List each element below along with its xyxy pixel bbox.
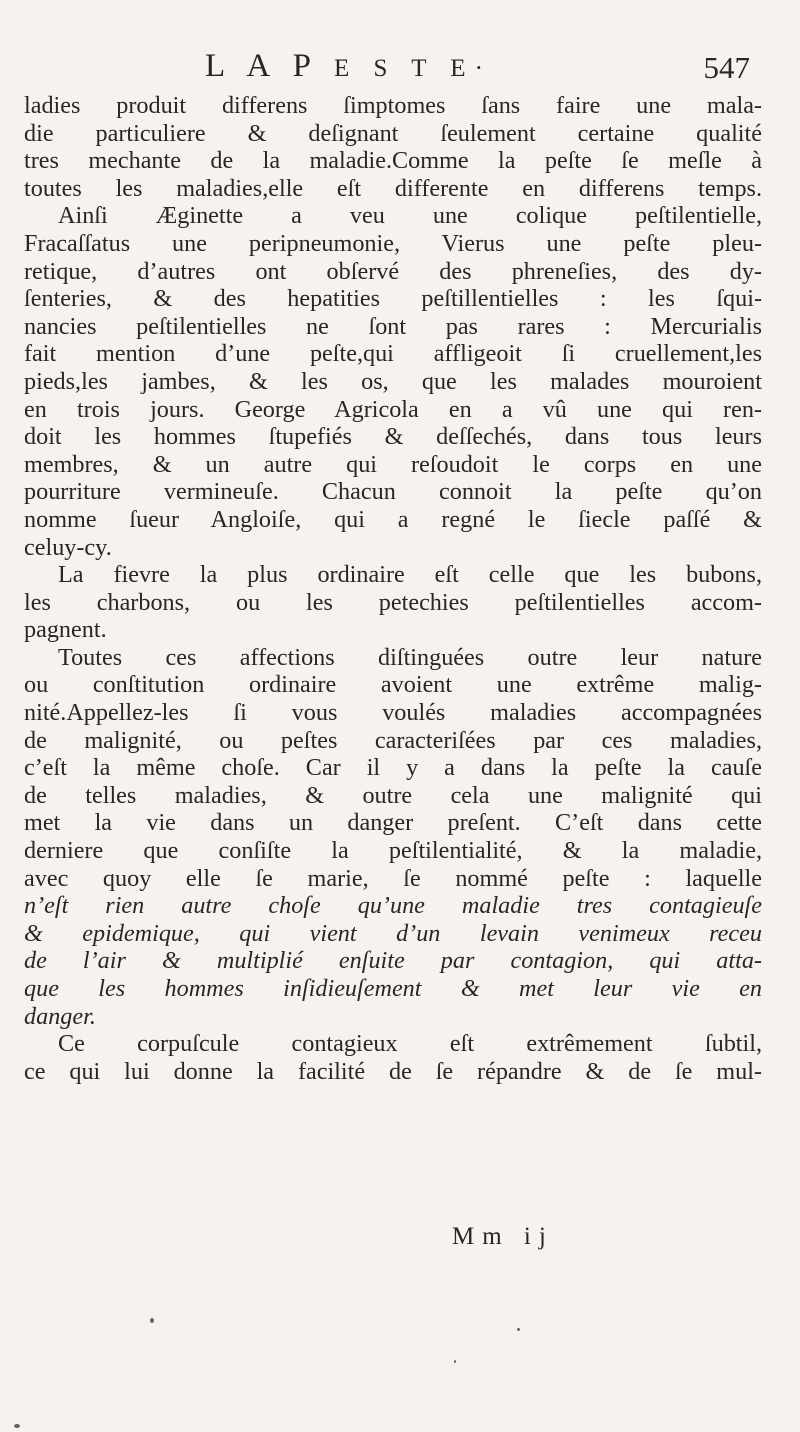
text-line: fait mention d’une peſte,qui affligeoit ſi cruellement,les [24, 340, 762, 368]
text-line: & epidemique, qui vient d’un levain venimeux receu [24, 919, 762, 947]
text-line: Ce corpuſcule contagieux eſt extrêmement ſubtil, [58, 1030, 762, 1058]
page-header [20, 44, 770, 92]
text-line: avec quoy elle ſe marie, ſe nommé peſte : laquelle [24, 864, 762, 892]
text-line: c’eſt la même choſe. Car il y a dans la peſte la cauſe [24, 754, 762, 782]
text-line: nomme ſueur Angloiſe, qui a regné le ſiecle paſſé & [24, 505, 762, 533]
text-line: les charbons, ou les petechies peſtilentielles accom- [24, 588, 762, 616]
text-line: ſenteries, & des hepatities peſtillentielles : les ſqui- [24, 285, 762, 313]
text-line: Toutes ces affections diſtinguées outre leur nature [58, 643, 762, 671]
text-line: pagnent. [24, 616, 107, 644]
text-line: retique, d’autres ont obſervé des phreneſies, des dy- [24, 257, 762, 285]
ink-speck [14, 1424, 20, 1428]
text-line: derniere que conſiſte la peſtilentialité, & la maladie, [24, 837, 762, 865]
text-line: toutes les maladies,elle eſt differente en differens temps. [24, 174, 762, 202]
text-line: met la vie dans un danger preſent. C’eſt dans cette [24, 809, 762, 837]
text-line: que les hommes inſidieuſement & met leur vie en [24, 975, 762, 1002]
text-line: de telles maladies, & outre cela une malignité qui [24, 781, 762, 809]
running-title [205, 48, 492, 85]
body-text [24, 92, 762, 1085]
text-line: die particuliere & deſignant ſeulement certaine qualité [24, 119, 762, 147]
running-title-part-2: E S T E· [334, 55, 492, 82]
text-line: tres mechante de la maladie.Comme la peſte ſe meſle à [24, 147, 762, 175]
text-line: nancies peſtilentielles ne ſont pas rares : Mercurialis [24, 312, 762, 340]
text-line: de l’air & multiplié enſuite par contagion, qui atta- [24, 947, 762, 975]
text-line: en trois jours. George Agricola en a vû une qui ren- [24, 395, 762, 423]
text-line: de malignité, ou peſtes caracteriſées par ces maladies, [24, 726, 762, 754]
text-line: pourriture vermineuſe. Chacun connoit la peſte qu’on [24, 478, 762, 506]
text-line: danger. [24, 1002, 96, 1030]
text-line: nité.Appellez-les ſi vous voulés maladies accompagnées [24, 699, 762, 727]
ink-speck [454, 1360, 456, 1363]
text-line: Ainſi Æginette a veu une colique peſtilentielle, [58, 202, 762, 230]
page-number: 547 [703, 50, 750, 85]
signature-mark: Mm ij [452, 1223, 554, 1250]
text-line: Fracaſſatus une peripneumonie, Vierus une peſte pleu- [24, 229, 762, 257]
text-line: celuy-cy. [24, 533, 112, 561]
text-line: doit les hommes ſtupefiés & deſſechés, dans tous leurs [24, 423, 762, 451]
text-line: ce qui lui donne la facilité de ſe répandre & de ſe mul- [24, 1057, 762, 1085]
text-line: ladies produit differens ſimptomes ſans faire une mala- [24, 92, 762, 119]
text-line: n’eſt rien autre choſe qu’une maladie tres contagieuſe [24, 892, 762, 920]
text-line: ou conſtitution ordinaire avoient une extrême malig- [24, 671, 762, 699]
running-title-part-1: L A P [205, 48, 318, 84]
text-line: membres, & un autre qui reſoudoit le corps en une [24, 450, 762, 478]
text-line: La fievre la plus ordinaire eſt celle que les bubons, [58, 561, 762, 589]
ink-speck [150, 1318, 154, 1323]
text-line: pieds,les jambes, & les os, que les malades mouroient [24, 367, 762, 395]
ink-speck [517, 1328, 520, 1331]
